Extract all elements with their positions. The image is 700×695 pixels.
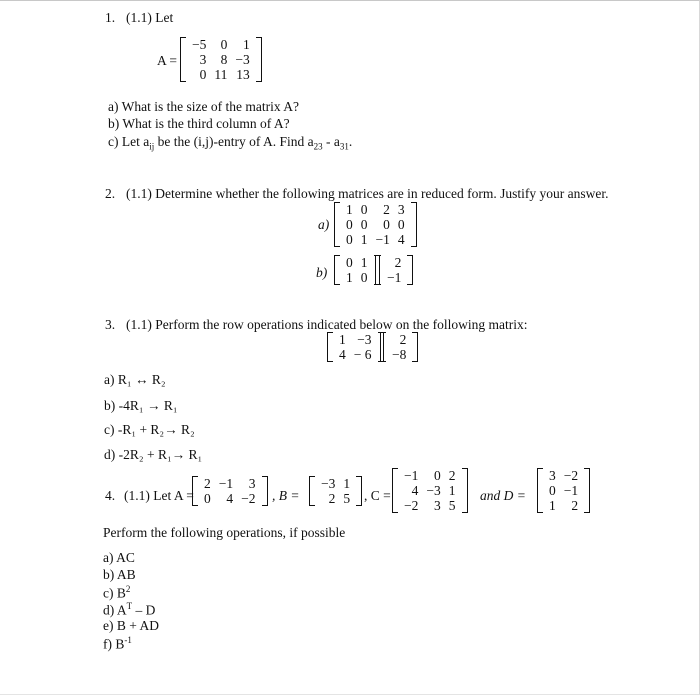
problem-1-part-c: c) Let $a_{ij}$ be the (i,j)-entry of A. Find $a_{23} - a_{31}$. xyxy=(108,134,353,152)
matrix-row xyxy=(400,483,460,498)
matrix-entry: 4 xyxy=(226,491,234,506)
matrix-entry: −8 xyxy=(392,347,407,362)
matrix-entries xyxy=(317,476,354,506)
matrix-2b-coefficients xyxy=(334,255,380,285)
matrix-entry: 0 xyxy=(346,232,353,247)
problem-4-instruction: Perform the following operations, if possible xyxy=(103,525,346,540)
problem-1-heading: (1.1) Let xyxy=(126,10,174,25)
matrix-row xyxy=(400,468,460,483)
matrix-entry: 1 xyxy=(346,202,353,217)
matrix-entry: 1 xyxy=(448,483,456,498)
problem-1-part-b: b) What is the third column of A? xyxy=(108,116,290,131)
matrix-row xyxy=(335,332,376,347)
problem-4-number: 4. xyxy=(105,488,116,503)
matrix-2b-constants xyxy=(375,255,413,285)
problem-1-part-a: a) What is the size of the matrix A? xyxy=(108,99,299,114)
row-op-d: d) -2R₂ + R₁→ R₁ xyxy=(104,447,203,462)
left-bracket xyxy=(334,255,340,285)
matrix-A-label: A = xyxy=(157,53,177,68)
left-bracket xyxy=(309,476,315,506)
left-bracket xyxy=(334,202,340,247)
matrix-4C xyxy=(392,468,468,513)
right-bracket xyxy=(411,202,417,247)
matrix-4B xyxy=(309,476,362,506)
matrix-entry: 2 xyxy=(383,202,390,217)
left-bracket xyxy=(537,468,543,513)
matrix-row xyxy=(342,217,409,232)
right-bracket xyxy=(407,255,413,285)
right-bracket xyxy=(462,468,468,513)
matrix-entry: 0 xyxy=(346,255,353,270)
left-bracket xyxy=(392,468,398,513)
matrix-row xyxy=(545,483,582,498)
matrix-row xyxy=(342,202,409,217)
matrix-entry: −5 xyxy=(192,37,207,52)
matrix-row xyxy=(188,52,254,67)
matrix-entry: 13 xyxy=(236,67,250,82)
matrix-row xyxy=(342,255,372,270)
matrix-entry: 8 xyxy=(220,52,228,67)
matrix-entry: 3 xyxy=(199,52,207,67)
matrix-entry: 5 xyxy=(448,498,456,513)
matrix-row xyxy=(400,498,460,513)
matrix-entry: 2 xyxy=(571,498,579,513)
matrix-entry: −1 xyxy=(375,232,390,247)
matrix-entry: −1 xyxy=(404,468,419,483)
matrix-3-coefficients xyxy=(327,332,384,362)
operation-c: c) $B^2$ xyxy=(103,584,131,601)
matrix-row xyxy=(388,332,410,347)
matrix-row xyxy=(317,491,354,506)
matrix-entry: 2 xyxy=(328,491,336,506)
matrix-entry: −2 xyxy=(241,491,256,506)
matrix-row xyxy=(188,67,254,82)
matrix-row xyxy=(383,270,405,285)
matrix-entry: −1 xyxy=(218,476,234,491)
matrix-row xyxy=(342,270,372,285)
matrix-entries xyxy=(188,37,254,82)
matrix-entries xyxy=(200,476,260,506)
matrix-entry: 11 xyxy=(214,67,228,82)
row-op-a: a) R₁ ↔ R₂ xyxy=(104,372,166,387)
matrix-entries xyxy=(388,332,410,362)
matrix-entry: − 6 xyxy=(353,347,372,362)
right-bracket xyxy=(256,37,262,82)
matrix-entry: 4 xyxy=(397,232,405,247)
problem-2-number: 2. xyxy=(105,186,116,201)
operation-f: f) $B^{-1}$ xyxy=(103,635,132,652)
matrix-row xyxy=(200,476,260,491)
problem-2-label-a: a) xyxy=(318,217,330,232)
matrix-entries xyxy=(342,255,372,285)
operation-e: e) B + AD xyxy=(103,618,159,633)
matrix-A xyxy=(180,37,262,82)
matrix-entry: 0 xyxy=(204,491,211,506)
matrix-entry: 4 xyxy=(411,483,419,498)
matrix-entry: 2 xyxy=(394,255,402,270)
matrix-entry: 0 xyxy=(383,217,390,232)
matrix-entry: 1 xyxy=(346,270,353,285)
matrix-entry: 1 xyxy=(243,37,250,52)
matrix-entries xyxy=(383,255,405,285)
matrix-entry: 3 xyxy=(248,476,256,491)
matrix-entry: −3 xyxy=(321,476,336,491)
matrix-row xyxy=(317,476,354,491)
matrix-entry: 0 xyxy=(549,483,556,498)
matrix-entry: 4 xyxy=(339,347,346,362)
matrix-entry: 0 xyxy=(360,217,368,232)
matrix-4A xyxy=(192,476,268,506)
operation-d: d) $A^T$ – D xyxy=(103,601,156,618)
matrix-entry: −3 xyxy=(357,332,372,347)
left-bracket xyxy=(192,476,198,506)
problem-3-text: (1.1) Perform the row operations indicated below on the following matrix: xyxy=(126,317,528,332)
problem-2-label-b: b) xyxy=(316,265,328,280)
problem-1-number: 1. xyxy=(105,10,116,25)
left-bracket xyxy=(180,37,186,82)
matrix-entry: −2 xyxy=(563,468,579,483)
matrix-entry: 1 xyxy=(343,476,351,491)
matrix-4D xyxy=(537,468,590,513)
matrix-B-label: , B = xyxy=(272,488,300,503)
left-bracket xyxy=(327,332,333,362)
matrix-C-label: , C = xyxy=(364,488,391,503)
row-op-c: c) -R₁ + R₂→ R₂ xyxy=(104,422,195,437)
matrix-entry: −3 xyxy=(426,483,441,498)
matrix-entry: 0 xyxy=(397,217,405,232)
matrix-entries xyxy=(335,332,376,362)
matrix-entries xyxy=(400,468,460,513)
matrix-entry: 1 xyxy=(360,232,368,247)
matrix-entries xyxy=(545,468,582,513)
matrix-3-constants xyxy=(380,332,418,362)
matrix-entry: 3 xyxy=(549,468,556,483)
matrix-entry: 0 xyxy=(199,67,207,82)
matrix-entry: −3 xyxy=(235,52,250,67)
operation-b: b) AB xyxy=(103,567,136,582)
problem-3-number: 3. xyxy=(105,317,116,332)
matrix-entry: −2 xyxy=(404,498,419,513)
matrix-entry: 0 xyxy=(360,270,368,285)
matrix-2a xyxy=(334,202,417,247)
left-bracket xyxy=(380,332,386,362)
left-bracket xyxy=(375,255,381,285)
problem-2-text: (1.1) Determine whether the following matrices are in reduced form. Justify your answer. xyxy=(126,186,609,201)
matrix-entry: 3 xyxy=(397,202,405,217)
matrix-row xyxy=(545,498,582,513)
matrix-row xyxy=(545,468,582,483)
right-bracket xyxy=(356,476,362,506)
matrix-entry: 5 xyxy=(343,491,351,506)
right-bracket xyxy=(262,476,268,506)
matrix-entry: 2 xyxy=(204,476,211,491)
matrix-row xyxy=(200,491,260,506)
matrix-entry: 3 xyxy=(434,498,441,513)
matrix-entry: 0 xyxy=(360,202,368,217)
right-bracket xyxy=(412,332,418,362)
matrix-row xyxy=(335,347,376,362)
matrix-entry: 1 xyxy=(549,498,556,513)
matrix-D-label: and D = xyxy=(480,488,526,503)
matrix-entry: 0 xyxy=(346,217,353,232)
matrix-row xyxy=(188,37,254,52)
matrix-entries xyxy=(342,202,409,247)
matrix-entry: 2 xyxy=(399,332,407,347)
matrix-entry: 0 xyxy=(434,468,441,483)
matrix-entry: −1 xyxy=(563,483,579,498)
matrix-entry: 1 xyxy=(360,255,368,270)
matrix-row xyxy=(383,255,405,270)
matrix-entry: 0 xyxy=(220,37,228,52)
matrix-entry: −1 xyxy=(387,270,402,285)
operation-a: a) AC xyxy=(103,550,135,565)
matrix-entry: 2 xyxy=(448,468,456,483)
matrix-entry: 1 xyxy=(339,332,346,347)
problem-4-lead: (1.1) Let A = xyxy=(124,488,194,503)
matrix-row xyxy=(388,347,410,362)
matrix-row xyxy=(342,232,409,247)
row-op-b: b) -4R₁ → R₁ xyxy=(104,398,178,413)
right-bracket xyxy=(584,468,590,513)
